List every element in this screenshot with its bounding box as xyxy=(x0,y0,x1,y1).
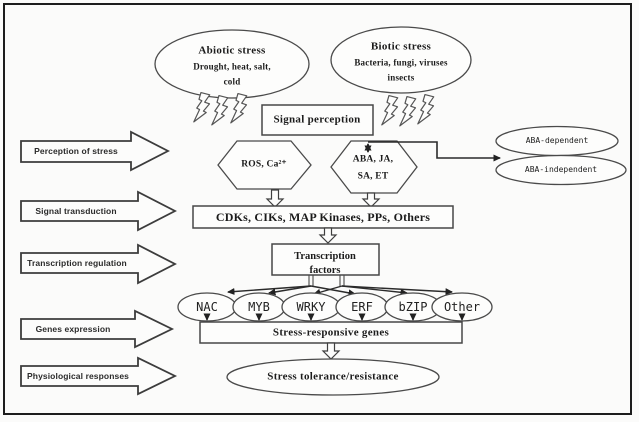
kinases-label: CDKs, CIKs, MAP Kinases, PPs, Others xyxy=(215,210,431,224)
lightning-bolt-icon xyxy=(400,96,417,128)
lightning-bolt-icon xyxy=(382,95,399,127)
aba-dependent-label: ABA-dependent xyxy=(525,136,589,145)
arrow-hormones-to-kinases xyxy=(363,193,379,207)
arrow-genes-to-outcome xyxy=(323,343,339,359)
abiotic-stress-line1: Drought, heat, salt, xyxy=(193,61,271,72)
hormones-label-line2: SA, ET xyxy=(357,171,389,182)
hormones-label-line1: ABA, JA, xyxy=(352,154,394,165)
bzip-label: bZIP xyxy=(398,300,428,314)
arrow-kinases-to-tf xyxy=(320,228,336,243)
stage-label-perception: Perception of stress xyxy=(34,145,118,156)
signal-perception-label: Signal perception xyxy=(273,113,361,126)
erf-label: ERF xyxy=(351,300,373,314)
abiotic-stress-title: Abiotic stress xyxy=(198,44,266,57)
stage-label-responses: Physiological responses xyxy=(27,370,129,381)
tf-box-legs xyxy=(309,275,344,286)
wrky-label: WRKY xyxy=(296,300,326,314)
biotic-stress-line2: insects xyxy=(387,72,415,83)
stage-label-regulation: Transcription regulation xyxy=(27,257,127,268)
aba-independent-label: ABA-independent xyxy=(524,165,598,174)
lightning-bolt-icon xyxy=(212,95,229,127)
hormones-hexagon xyxy=(331,141,417,193)
stage-label-expression: Genes expression xyxy=(35,323,111,334)
other-label: Other xyxy=(443,300,481,314)
nac-label: NAC xyxy=(196,300,218,314)
lightning-bolt-icon xyxy=(194,92,211,124)
arrow-ros-to-kinases xyxy=(267,190,283,207)
stress-tolerance-label: Stress tolerance/resistance xyxy=(267,370,399,383)
myb-label: MYB xyxy=(248,300,270,314)
lightning-bolt-icon xyxy=(418,94,435,126)
arrow-tf-to-nac xyxy=(228,286,311,292)
abiotic-stress-line2: cold xyxy=(223,76,241,87)
tf-label-line1: Transcription xyxy=(294,250,356,262)
tf-label-line2: factors xyxy=(309,264,341,276)
ros-calcium-label: ROS, Ca²⁺ xyxy=(241,159,287,170)
arrow-tf-to-other xyxy=(342,286,452,292)
lightning-bolts-abiotic xyxy=(194,92,248,127)
lightning-bolts-biotic xyxy=(382,94,435,128)
stage-label-transduction: Signal transduction xyxy=(35,205,117,216)
biotic-stress-title: Biotic stress xyxy=(370,40,432,53)
stress-responsive-genes-label: Stress-responsive genes xyxy=(272,326,390,339)
biotic-stress-line1: Bacteria, fungi, viruses xyxy=(354,57,448,68)
